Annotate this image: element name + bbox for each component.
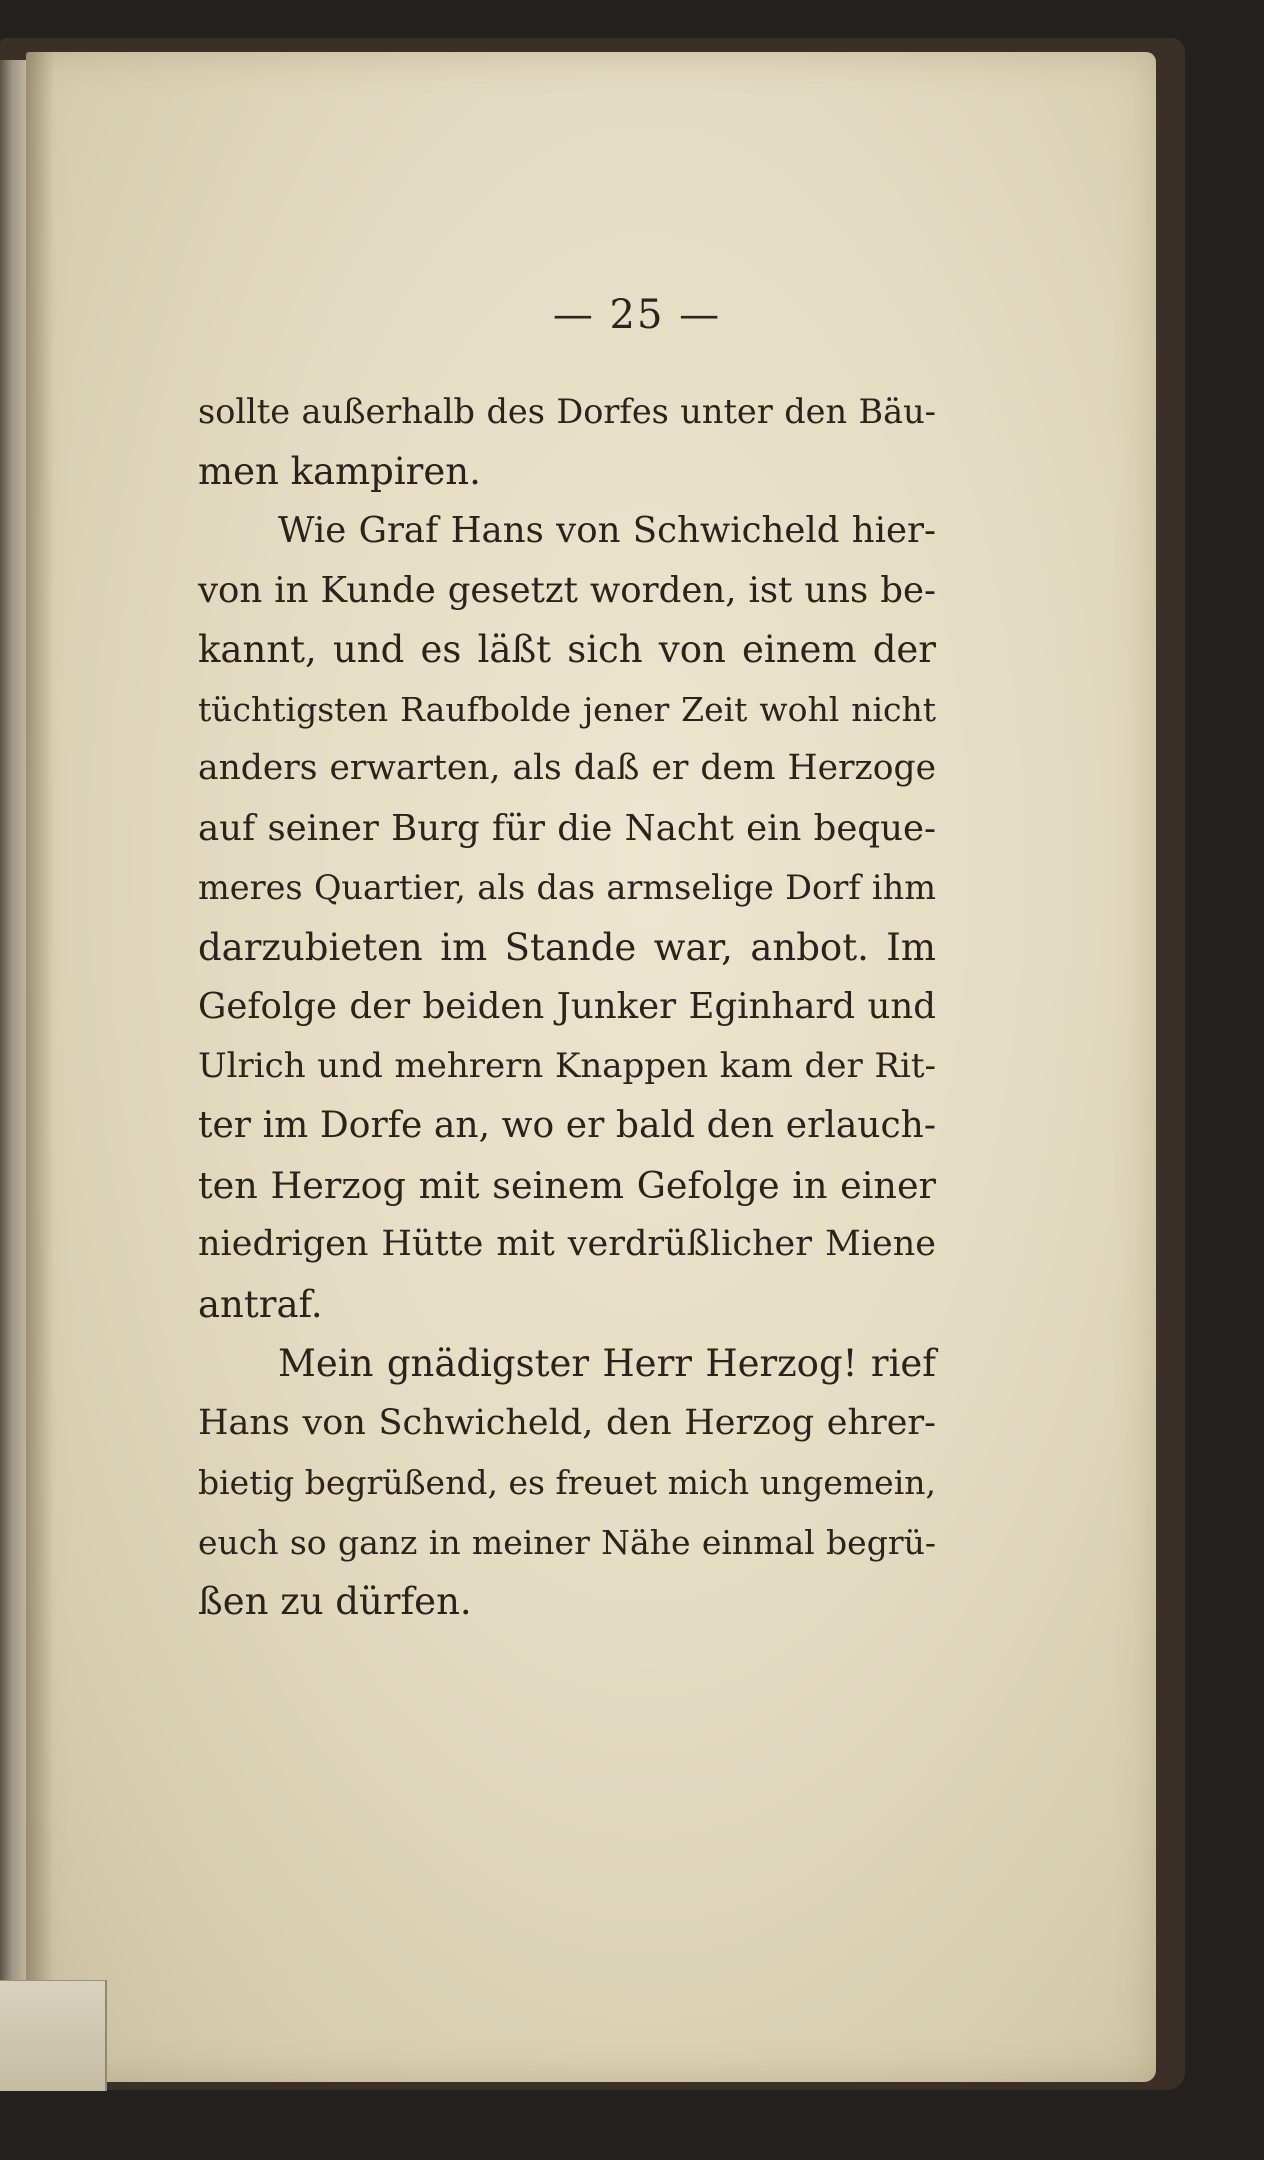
text-line: ßen zu dürfen. xyxy=(198,1580,472,1623)
text-line: bietig begrüßend, es freuet mich ungemein, xyxy=(198,1463,936,1502)
text-line: men kampiren. xyxy=(198,449,481,493)
text-line: darzubieten im Stande war, anbot. Im xyxy=(198,925,936,969)
text-line: ten Herzog mit seinem Gefolge in einer xyxy=(198,1163,936,1207)
text-line: tüchtigsten Raufbolde jener Zeit wohl nicht xyxy=(198,689,936,729)
text-line: euch so ganz in meiner Nähe einmal begrü- xyxy=(198,1522,936,1562)
text-line: Ulrich und mehrern Knappen kam der Rit- xyxy=(198,1045,936,1086)
text-line: sollte außerhalb des Dorfes unter den Bäu- xyxy=(198,392,936,431)
body-text xyxy=(198,382,936,1632)
text-line: Gefolge der beiden Junker Eginhard und xyxy=(198,986,936,1027)
text-line: Hans von Schwicheld, den Herzog ehrer- xyxy=(198,1402,936,1443)
text-line: niedrigen Hütte mit verdrüßlicher Miene xyxy=(198,1224,936,1264)
page-gutter-shadow xyxy=(26,52,54,2082)
page-number: — 25 — xyxy=(552,292,722,338)
text-line: kannt, und es läßt sich von einem der xyxy=(198,628,936,671)
text-line: Mein gnädigster Herr Herzog! rief xyxy=(278,1342,936,1385)
text-line: anders erwarten, als daß er dem Herzoge xyxy=(198,748,936,788)
text-line: von in Kunde gesetzt worden, ist uns be- xyxy=(198,569,936,611)
text-line: auf seiner Burg für die Nacht ein beque- xyxy=(198,807,936,849)
text-line: meres Quartier, als das armselige Dorf ihm xyxy=(198,868,936,907)
text-line: ter im Dorfe an, wo er bald den erlauch- xyxy=(198,1105,936,1146)
text-line: Wie Graf Hans von Schwicheld hier- xyxy=(278,510,936,551)
page-corner-tab xyxy=(0,1980,107,2091)
text-line: antraf. xyxy=(198,1282,323,1326)
